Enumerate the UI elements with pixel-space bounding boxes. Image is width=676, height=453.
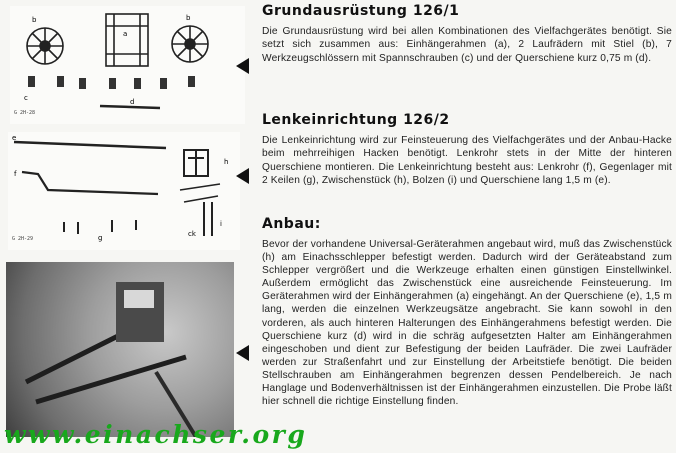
label-f: f xyxy=(14,170,17,178)
watermark: www.einachser.org xyxy=(4,420,308,449)
label-g: g xyxy=(98,234,103,242)
section-anbau xyxy=(262,216,672,408)
figure1-caption: G 2H-28 xyxy=(14,110,36,116)
figure-grundausruestung xyxy=(10,6,245,124)
label-d: d xyxy=(130,98,135,106)
label-b1: b xyxy=(32,16,37,24)
arrow-lenkeinrichtung-icon xyxy=(236,168,249,184)
label-a: a xyxy=(123,30,128,38)
label-i: i xyxy=(220,220,222,228)
lenkeinrichtung-drawing xyxy=(8,132,240,250)
arrow-anbau-icon xyxy=(236,345,249,361)
section-text-grundausruestung: Die Grundausrüstung wird bei allen Kombinationen des Vielfachgerätes benötigt. Sie setzt sich zusammen aus: Einhängerahmen (a), 2 Laufrädern mit Stiel (b), 7 Werkzeugschlössern mit Spannschrauben (c) und der Querschiene kurz 0,75 m (d). xyxy=(262,26,672,64)
grundausruestung-drawing xyxy=(10,6,245,124)
section-text-lenkeinrichtung: Die Lenkeinrichtung wird zur Feinsteuerung des Vielfachgerätes und der Anbau-Hacke beim mehrreihigen Hacken benötigt. Lenkrohr stets in der Mitte der hinteren Querschiene montieren. Die Lenkeinrichtung besteht aus: Lenkrohr (f), Gegenlager mit 2 Keilen (g), Zwischenstück (h), Bolzen (i) und Querschiene lang 1,5 m (e). xyxy=(262,135,672,187)
label-ck: ck xyxy=(188,230,196,238)
label-b2: b xyxy=(186,14,191,22)
anbau-photo-shapes xyxy=(6,262,234,437)
arrow-grundausruestung-icon xyxy=(236,58,249,74)
section-grundausruestung xyxy=(262,3,672,65)
section-lenkeinrichtung xyxy=(262,112,672,188)
section-title-lenkeinrichtung: Lenkeinrichtung 126/2 xyxy=(262,112,450,128)
label-e: e xyxy=(12,134,17,142)
label-c: c xyxy=(24,94,28,102)
figure-lenkeinrichtung xyxy=(8,132,240,250)
section-title-grundausruestung: Grundausrüstung 126/1 xyxy=(262,3,460,19)
figure2-caption: G 2H-29 xyxy=(12,236,34,242)
anbau-photo xyxy=(6,262,234,437)
section-title-anbau: Anbau: xyxy=(262,216,321,232)
label-h: h xyxy=(224,158,229,166)
section-text-anbau: Bevor der vorhandene Universal-Geräterahmen angebaut wird, muß das Zwischenstück (h) am Einachsschlepper befestigt werden. Dadurch wird der Geräteabstand zum Schlepper vergrößert und die Werkzeuge erhalten einen günstigen Einstellwinkel. Außerdem ermöglicht das Zwischenstück eine ausreichende Feinsteuerung. Im Geräterahmen wird der Einhängerahmen (a) eingehängt. An der Querschiene (e), 1,5 m lang, werden die einzelnen Werkzeugsätze angebracht. Sie kann sowohl in den vorderen, als auch hinteren Halterungen des Einhängerahmens befestigt werden. Die Querschiene kurz (d) wird in die schräg aufgesetzten Halter am Einhängerahmen eingeschoben und dient zur Befestigung der beiden Laufräder. Die zwei Laufräder werden zur Straßenfahrt und zur Einstellung der Arbeitstiefe benötigt. Die beiden Stellschrauben am Einhängerahmen begrenzen dessen Pendelbereich. Je nach Hanglage und Bodenverhältnissen ist der Einhängerahmen einzustellen. Die Probe läßt hier schnell die richtige Einstellung finden. xyxy=(262,239,672,408)
